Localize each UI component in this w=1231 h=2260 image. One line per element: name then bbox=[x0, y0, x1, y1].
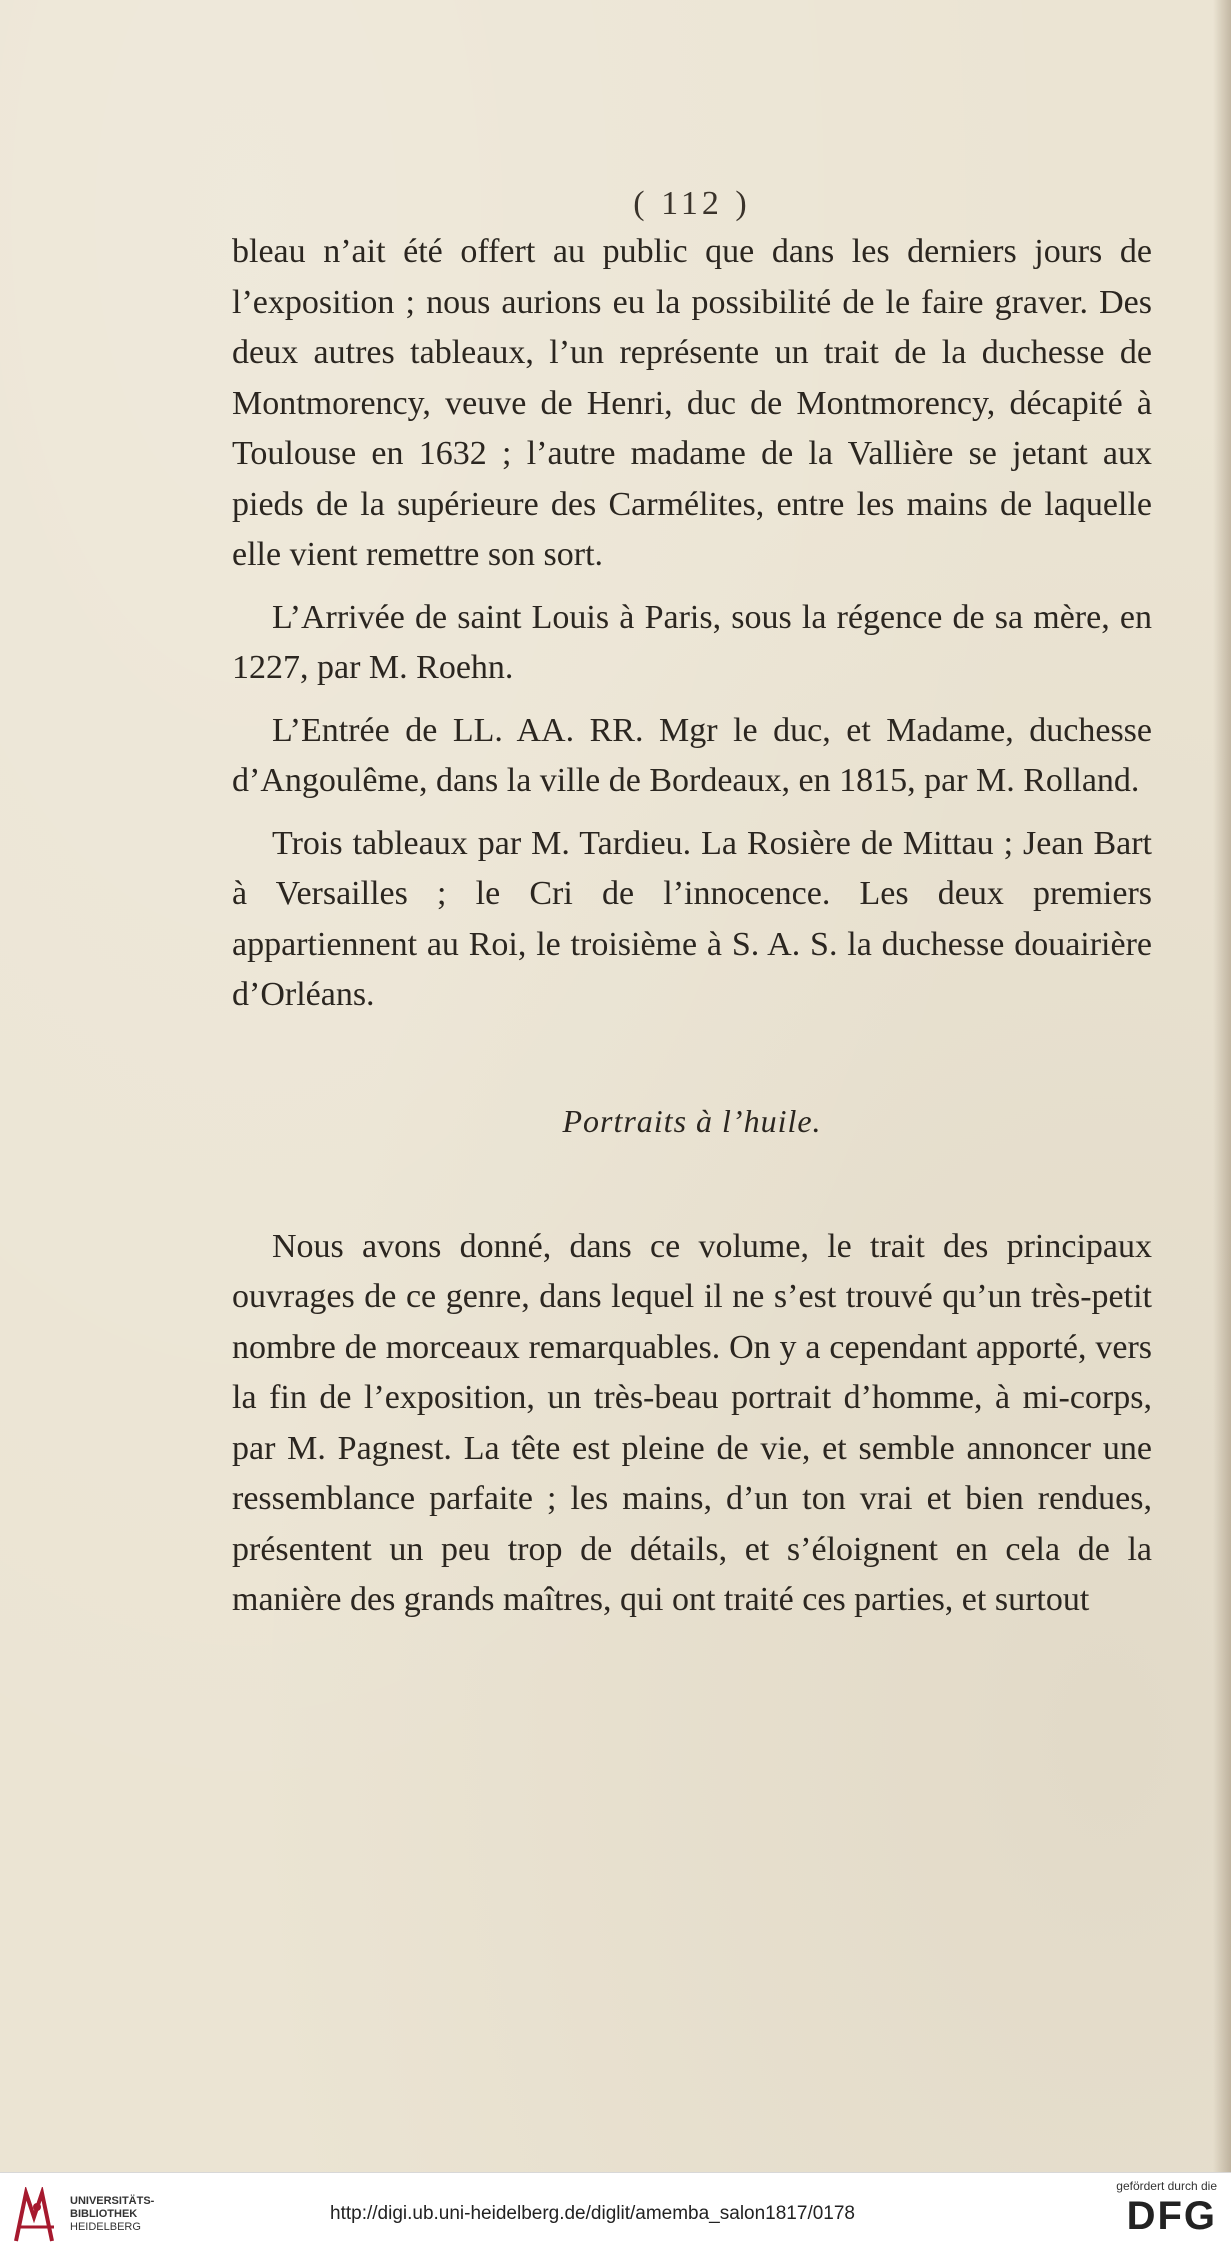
section-heading: Portraits à l’huile. bbox=[562, 1102, 822, 1139]
paragraph-saint-louis: L’Arrivée de saint Louis à Paris, sous la régence de sa mère, en 1227, par M. Roehn. bbox=[232, 598, 1152, 686]
institution-line-3: HEIDELBERG bbox=[70, 2221, 141, 2233]
page-number: ( 112 ) bbox=[633, 185, 751, 222]
institution-line-2: BIBLIOTHEK bbox=[70, 2208, 138, 2220]
paragraph-portraits: Nous avons donné, dans ce volume, le trait des principaux ouvrages de ce genre, dans lequel il ne s’est trouvé qu’un très-petit nombre de morceaux remarquables. On y a cependant apporté, vers la fin de l’exposition, un très-beau portrait d’homme, à mi-corps, par M. Pagnest. La tête est pleine de vie, et semble annoncer une ressemblance parfaite ; les mains, d’un ton vrai et bien rendues, présentent un peu trop de détails, et s’éloignent en cela de la manière des grands maîtres, qui ont traité ces parties, et surtout bbox=[232, 1227, 1152, 1618]
page-text bbox=[232, 185, 1152, 1638]
paragraph-continuation: bleau n’ait été offert au public que dans les derniers jours de l’exposition ; nous aurions eu la possibilité de le faire graver. Des deux autres tableaux, l’un représente un trait de la duchesse de Montmorency, veuve de Henri, duc de Montmorency, décapité à Toulouse en 1632 ; l’autre madame de la Vallière se jetant aux pieds de la supérieure des Carmélites, entre les mains de laquelle elle vient remettre son sort. bbox=[232, 233, 1152, 573]
paragraph-entree: L’Entrée de LL. AA. RR. Mgr le duc, et Madame, duchesse d’Angoulême, dans la ville de Bordeaux, en 1815, par M. Rolland. bbox=[232, 711, 1152, 799]
paragraph-tardieu: Trois tableaux par M. Tardieu. La Rosière de Mittau ; Jean Bart à Versailles ; le Cri de l’innocence. Les deux premiers appartiennent au Roi, le troisième à S. A. S. la duchesse douairière d’Orléans. bbox=[232, 824, 1152, 1013]
institution-line-1: UNIVERSITÄTS- bbox=[70, 2195, 155, 2207]
funder-block bbox=[1067, 2179, 1217, 2237]
university-seal-icon bbox=[12, 2187, 62, 2245]
dfg-logo: DFG bbox=[1126, 2194, 1217, 2238]
page-edge-shadow bbox=[1213, 0, 1231, 2172]
funder-label: gefördert durch die bbox=[1116, 2179, 1217, 2193]
footer-bar bbox=[0, 2172, 1231, 2260]
institution-name bbox=[70, 2195, 190, 2234]
permalink-url[interactable]: http://digi.ub.uni-heidelberg.de/diglit/amemba_salon1817/0178 bbox=[330, 2203, 855, 2224]
